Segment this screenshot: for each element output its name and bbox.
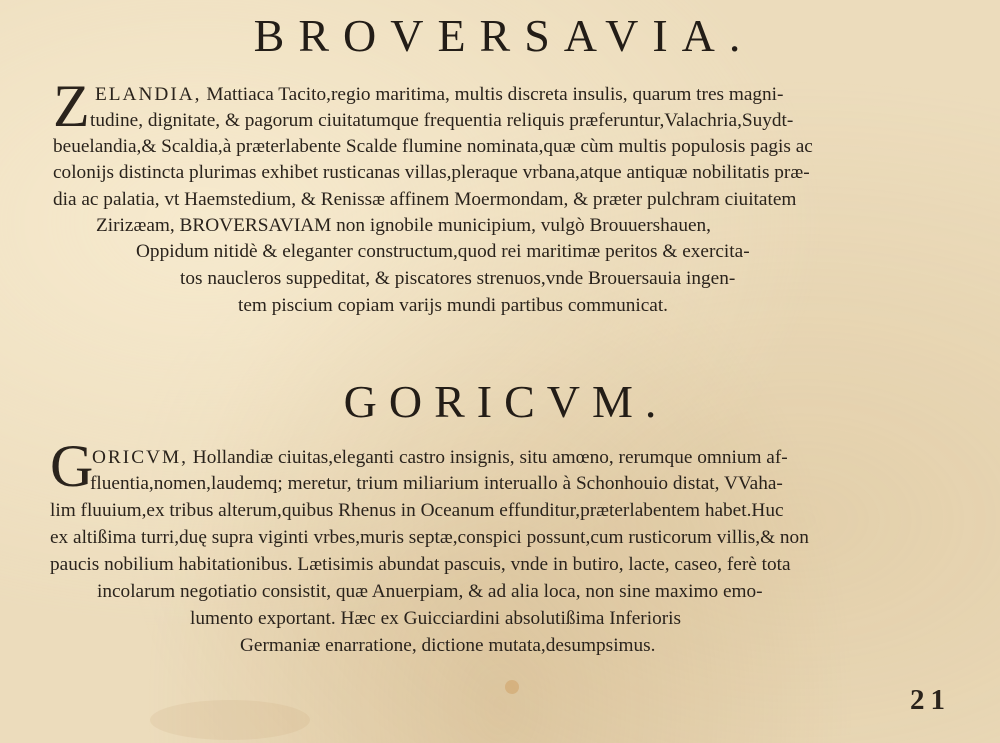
- text-line: Zirizæam, BROVERSAVIAM non ignobile municipium, vulgò Brouuershauen,: [96, 215, 711, 236]
- paper-stain: [505, 680, 519, 694]
- text-line: ORICVM, Hollandiæ ciuitas,eleganti castro insignis, situ amœno, rerumque omnium af-: [92, 447, 788, 468]
- text-line: lim fluuium,ex tribus alterum,quibus Rhenus in Oceanum effunditur,præterlabentem habet.Huc: [50, 500, 784, 521]
- page-number: 21: [910, 684, 951, 716]
- text-line: ex altißima turri,duę supra viginti vrbes,muris septæ,conspici possunt,cum rusticorum villis,& non: [50, 527, 809, 548]
- text-line: Oppidum nitidè & eleganter constructum,quod rei maritimæ peritos & exercita-: [136, 241, 750, 262]
- text-line: incolarum negotiatio consistit, quæ Anuerpiam, & ad alia loca, non sine maximo emo-: [97, 581, 763, 602]
- text-line: Germaniæ enarratione, dictione mutata,desumpsimus.: [240, 635, 656, 656]
- heading-broversavia: BROVERSAVIA.: [253, 10, 755, 61]
- drop-capital-z: Z: [53, 73, 90, 139]
- first-word-caps: ELANDIA,: [95, 84, 202, 105]
- text-line: ELANDIA, Mattiaca Tacito,regio maritima, multis discreta insulis, quarum tres magni-: [95, 84, 784, 105]
- drop-capital-g: G: [50, 433, 94, 499]
- first-word-caps: ORICVM,: [92, 447, 188, 468]
- text-line: tem piscium copiam varijs mundi partibus communicat.: [238, 295, 668, 316]
- text-line: colonijs distincta plurimas exhibet rusticanas villas,pleraque vrbana,atque antiquæ nobilitatis præ-: [53, 162, 810, 183]
- text-line: fluentia,nomen,laudemq; meretur, trium miliarium interuallo à Schonhouio distat, VVaha-: [90, 473, 783, 494]
- paper-stain: [150, 700, 310, 740]
- text-line: dia ac palatia, vt Haemstedium, & Renissæ affinem Moermondam, & præter pulchram ciuitatem: [53, 189, 797, 210]
- text-line: paucis nobilium habitationibus. Lætisimis abundat pascuis, vnde in butiro, lacte, caseo, ferè tota: [50, 554, 791, 575]
- text-line: tos naucleros suppeditat, & piscatores strenuos,vnde Brouersauia ingen-: [180, 268, 736, 289]
- heading-goricum: GORICVM.: [343, 376, 669, 427]
- text-line: beuelandia,& Scaldia,à præterlabente Scalde flumine nominata,quæ cùm multis populosis pagis ac: [53, 136, 813, 157]
- text-line: tudine, dignitate, & pagorum ciuitatumque frequentia reliquis præferuntur,Valachria,Suydt-: [90, 110, 794, 131]
- text-line: lumento exportant. Hæc ex Guicciardini absolutißima Inferioris: [190, 608, 682, 629]
